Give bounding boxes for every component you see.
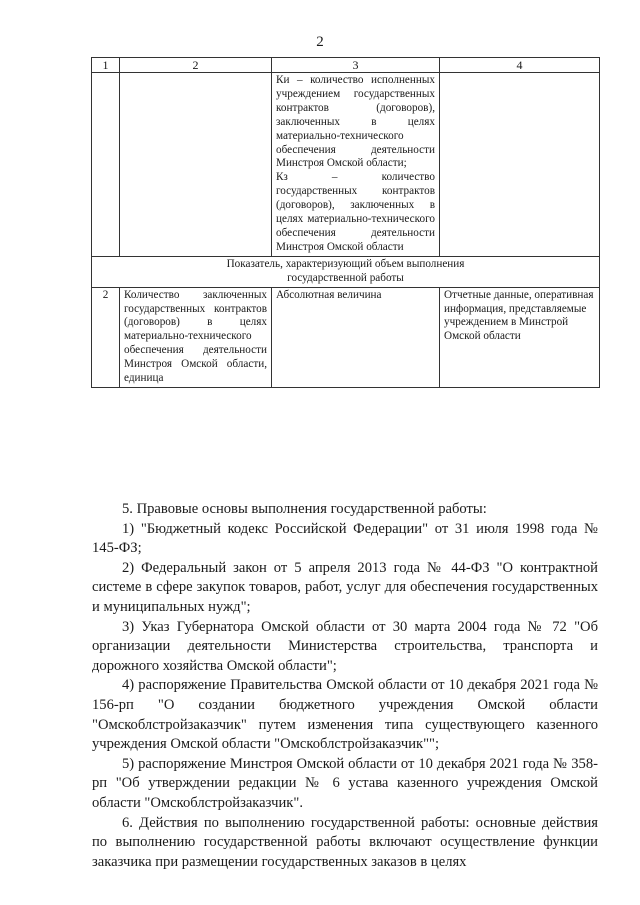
paragraph-legal-item-2: 2) Федеральный закон от 5 апреля 2013 года № 44-ФЗ "О контрактной системе в сфере закупок товаров, работ, услуг для обеспечения государственных и муниципальных нужд"; (92, 559, 598, 615)
document-body (92, 500, 598, 872)
paragraph-actions: 6. Действия по выполнению государственной работы: основные действия по выполнению государственной работы включают осуществление функции заказчика при размещении государственных заказов в целях (92, 814, 598, 870)
header-col-2: 2 (120, 58, 272, 73)
indicators-table (91, 57, 600, 388)
table-row-volume (92, 287, 600, 387)
paragraph-legal-basis-heading: 5. Правовые основы выполнения государственной работы: (122, 501, 487, 517)
paragraph-legal-item-3: 3) Указ Губернатора Омской области от 30 марта 2004 года № 72 "Об организации деятельности Министерства строительства, транспорта и дорожного хозяйства Омской области"; (92, 618, 598, 674)
table-row-formula (92, 73, 600, 257)
row1-formula-cell (272, 73, 440, 257)
row2-num: 2 (92, 287, 120, 387)
table-header-row (92, 58, 600, 73)
section-title-line-2: государственной работы (287, 271, 404, 284)
row1-name (120, 73, 272, 257)
paragraph-legal-item-1: 1) "Бюджетный кодекс Российской Федерации" от 31 июля 1998 года № 145-ФЗ; (92, 520, 598, 557)
table-section-row (92, 256, 600, 287)
row2-source: Отчетные данные, оперативная информация, представляемые учреждением в Минстрой Омской области (440, 287, 600, 387)
paragraph-legal-item-4: 4) распоряжение Правительства Омской области от 10 декабря 2021 года № 156-рп "О создании бюджетного учреждения Омской области "Омскоблстройзаказчик" путем изменения типа существующего казенного учреждения Омской области "Омскоблстройзаказчик""; (92, 677, 598, 753)
row2-name: Количество заключенных государственных контрактов (договоров) в целях материально-технического обеспечения деятельности Минстроя Омской области, единица (120, 287, 272, 387)
header-col-4: 4 (440, 58, 600, 73)
formula-ki-definition: Ки – количество исполненных учреждением государственных контрактов (договоров), заключенных в целях материально-технического обеспечения деятельности Минстроя Омской области; (276, 74, 435, 170)
header-col-3: 3 (272, 58, 440, 73)
formula-kz-definition: Кз – количество государственных контрактов (договоров), заключенных в целях материально-технического обеспечения деятельности Минстроя Омской области (276, 171, 435, 253)
page-number: 2 (316, 34, 324, 50)
header-col-1: 1 (92, 58, 120, 73)
section-title-line-1: Показатель, характеризующий объем выполнения (226, 257, 465, 270)
row1-source (440, 73, 600, 257)
paragraph-legal-item-5: 5) распоряжение Минстроя Омской области от 10 декабря 2021 года № 358-рп "Об утверждении редакции № 6 устава казенного учреждения Омской области "Омскоблстройзаказчик". (92, 755, 598, 811)
row1-num (92, 73, 120, 257)
row2-unit: Абсолютная величина (272, 287, 440, 387)
section-title (92, 256, 600, 287)
